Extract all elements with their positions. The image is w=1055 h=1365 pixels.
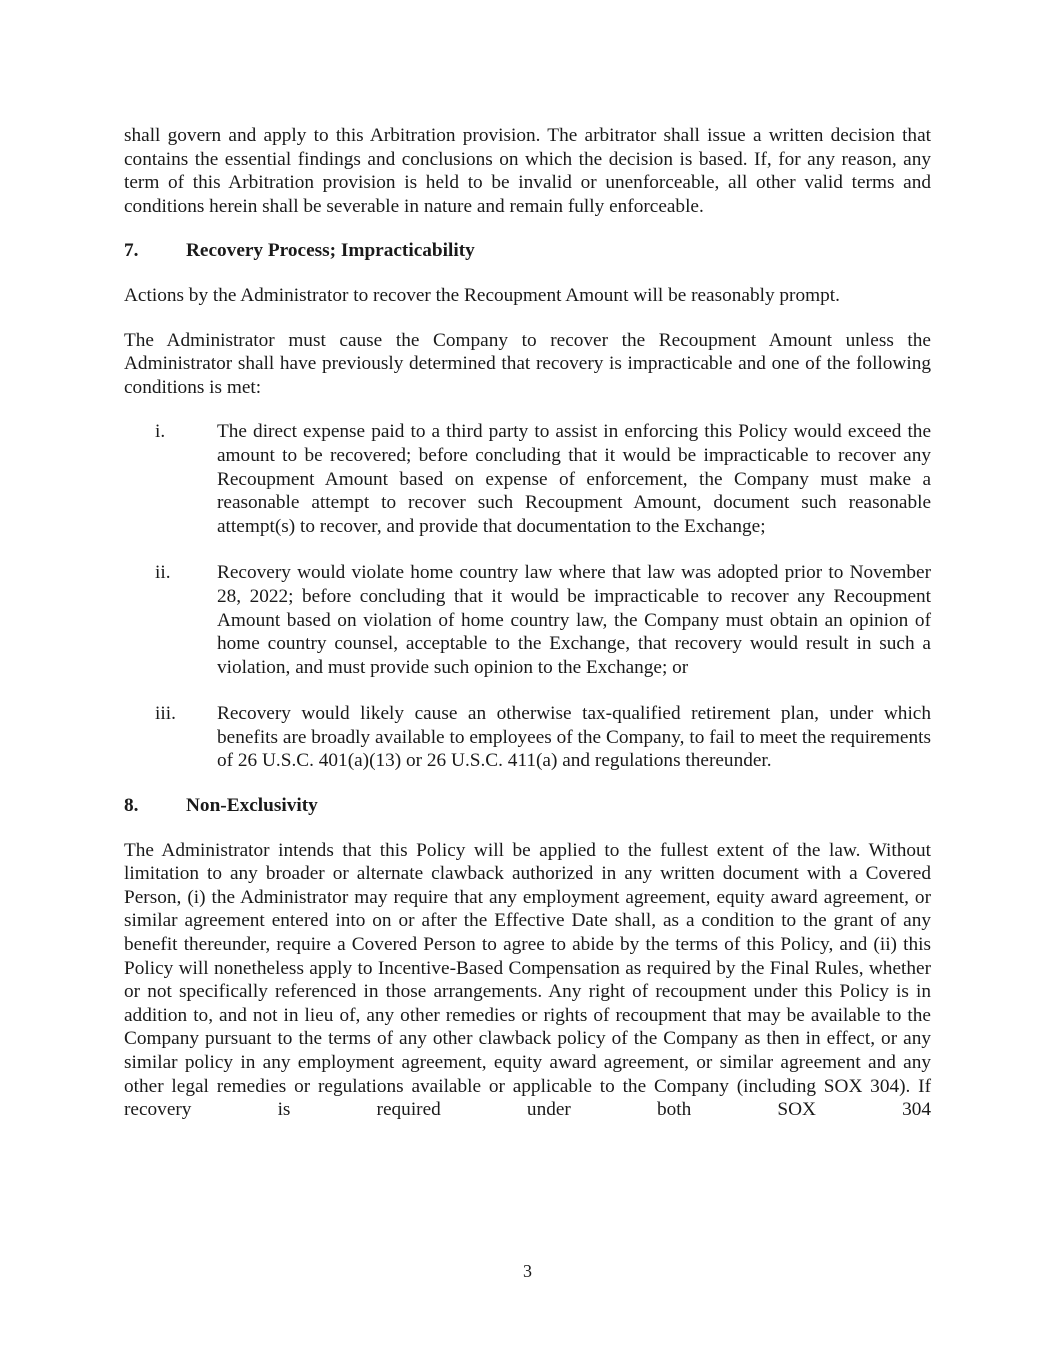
intro-paragraph: shall govern and apply to this Arbitration provision. The arbitrator shall issue a written decision that contains the essential findings and conclusions on which the decision is based. If, for any reason, any term of this Arbitration provision is held to be invalid or unenforceable, all other valid terms and conditions herein shall be severable in nature and remain fully enforceable. (124, 125, 931, 217)
list-marker: iii. (155, 703, 176, 725)
document-page (124, 124, 931, 1143)
section-7-paragraph: The Administrator must cause the Company to recover the Recoupment Amount unless the Administrator shall have previously determined that recovery is impracticable and one of the following conditions is met: (124, 329, 931, 398)
section-7-paragraph: Actions by the Administrator to recover the Recoupment Amount will be reasonably prompt. (124, 284, 840, 306)
list-item (155, 420, 931, 538)
list-item-text: Recovery would likely cause an otherwise tax-qualified retirement plan, under which benefits are broadly available to employees of the Company, to fail to meet the requirements of 26 U.S.C. 401(a)(13) or 26 U.S.C. 411(a) and regulations thereunder. (217, 703, 931, 772)
list-marker: i. (155, 421, 166, 443)
section-number: 8. (124, 795, 139, 817)
list-marker: ii. (155, 562, 171, 584)
list-item (155, 561, 931, 679)
section-8-paragraph: The Administrator intends that this Policy will be applied to the fullest extent of the law. Without limitation to any broader or alternate clawback authorized in any written document with a Covered Person, (i) the Administrator may require that any employment agreement, equity award agreement, or similar agreement entered into on or after the Effective Date shall, as a condition to the grant of any benefit thereunder, require a Covered Person to agree to abide by the terms of this Policy, and (ii) this Policy will nonetheless apply to Incentive-Based Compensation as required by the Final Rules, whether or not specifically referenced in those arrangements. Any right of recoupment under this Policy is in addition to, and not in lieu of, any other remedies or rights of recoupment that may be available to the Company pursuant to the terms of any other clawback policy of the Company as then in effect, or any similar policy in any employment agreement, equity award agreement, or similar agreement and any other legal remedies or regulations available or applicable to the Company (including SOX 304). If recovery is required under both SOX 304 (124, 839, 931, 1121)
list-item-text: The direct expense paid to a third party to assist in enforcing this Policy would exceed the amount to be recovered; before concluding that it would be impracticable to recover any Recoupment Amount based on expense of enforcement, the Company must make a reasonable attempt to recover such Recoupment Amount, document such reasonable attempt(s) to recover, and provide that documentation to the Exchange; (217, 421, 931, 537)
section-8-heading (124, 794, 931, 818)
section-7-heading (124, 239, 931, 263)
section-title: Non-Exclusivity (186, 795, 318, 817)
page-number: 3 (523, 1261, 532, 1281)
list-item-text: Recovery would violate home country law where that law was adopted prior to November 28, 2022; before concluding that it would be impracticable to recover any Recoupment Amount based on violation of home country law, the Company must obtain an opinion of home country counsel, acceptable to the Exchange, that recovery would result in such a violation, and must provide such opinion to the Exchange; or (217, 562, 931, 678)
list-item (155, 702, 931, 773)
section-title: Recovery Process; Impracticability (186, 240, 475, 262)
section-number: 7. (124, 240, 139, 262)
